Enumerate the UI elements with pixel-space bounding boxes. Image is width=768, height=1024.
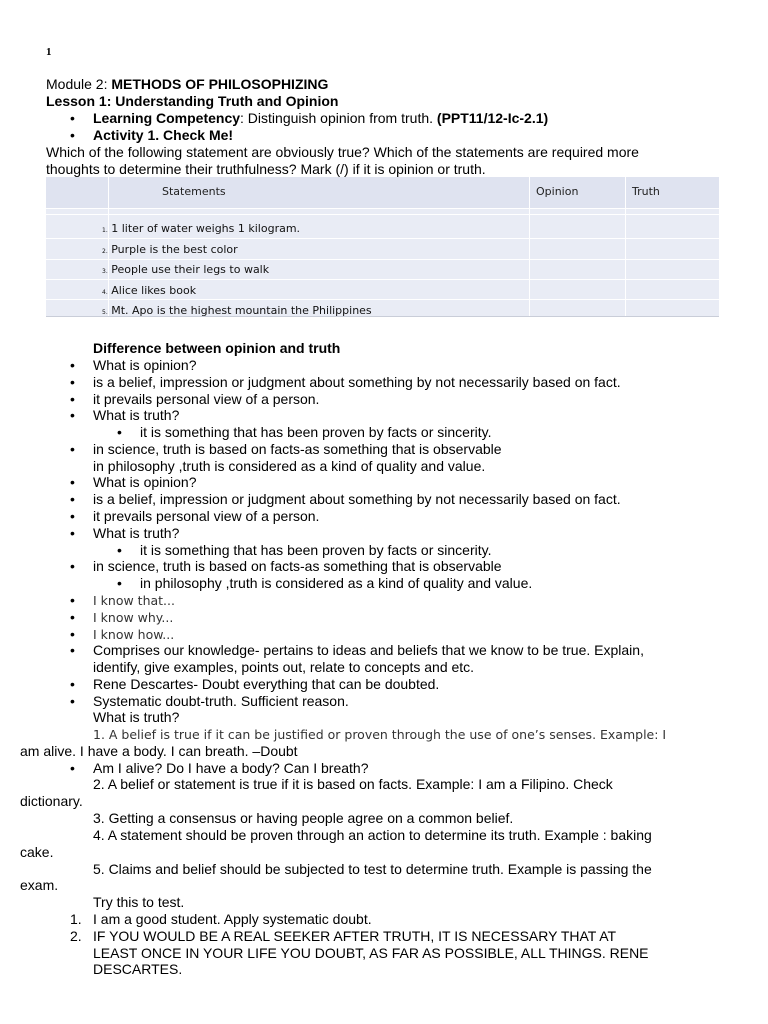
module-heading <box>46 76 328 93</box>
module-prefix: Module 2: <box>46 76 112 92</box>
activity-item <box>70 127 233 144</box>
list-item: • Rene Descartes- Doubt everything that can be doubted. <box>70 676 440 692</box>
text-line: LEAST ONCE IN YOUR LIFE YOU DOUBT, AS FAR AS POSSIBLE, ALL THINGS. RENE <box>93 945 649 961</box>
text-line: am alive. I have a body. I can breath. –Doubt <box>20 743 298 759</box>
list-item: • What is opinion? <box>70 474 197 490</box>
table-row: 3. People use their legs to walk <box>102 263 270 276</box>
list-item: • What is opinion? <box>70 357 197 373</box>
list-item: • it prevails personal view of a person. <box>70 391 320 407</box>
header-truth: Truth <box>632 185 660 198</box>
bullet: • <box>70 110 75 126</box>
list-item: • it is something that has been proven by facts or sincerity. <box>117 542 492 558</box>
table-row: 4. Alice likes book <box>102 284 197 297</box>
table-row: 1. 1 liter of water weighs 1 kilogram. <box>102 222 301 235</box>
list-item: • in science, truth is based on facts-as something that is observable <box>70 558 502 574</box>
text-line: What is truth? <box>93 709 180 725</box>
lesson-title: Lesson 1: Understanding Truth and Opinion <box>46 93 339 109</box>
list-item: • Comprises our knowledge- pertains to ideas and beliefs that we know to be true. Explain, <box>70 642 644 658</box>
list-item: • What is truth? <box>70 407 180 423</box>
text-line: 4. A statement should be proven through an action to determine its truth. Example : baking <box>93 827 652 843</box>
table-row: 2. Purple is the best color <box>102 243 238 256</box>
text-line: DESCARTES. <box>93 961 183 977</box>
instructions-line-1: Which of the following statement are obviously true? Which of the statements are required more <box>46 144 639 160</box>
list-item: • Systematic doubt-truth. Sufficient reason. <box>70 693 349 709</box>
list-item: • in science, truth is based on facts-as something that is observable <box>70 441 502 457</box>
list-item: • is a belief, impression or judgment about something by not necessarily based on fact. <box>70 374 621 390</box>
list-item: • What is truth? <box>70 525 180 541</box>
list-item: • is a belief, impression or judgment about something by not necessarily based on fact. <box>70 491 621 507</box>
module-title: METHODS OF PHILOSOPHIZING <box>111 76 329 92</box>
text-line: 3. Getting a consensus or having people agree on a common belief. <box>93 810 514 826</box>
list-item: • it is something that has been proven by facts or sincerity. <box>117 424 492 440</box>
text-line: in philosophy ,truth is considered as a kind of quality and value. <box>93 458 486 474</box>
text-line: Try this to test. <box>93 894 185 910</box>
text-line: 2. A belief or statement is true if it is based on facts. Example: I am a Filipino. Check <box>93 776 613 792</box>
competency-label: Learning Competency <box>93 110 241 126</box>
list-item: • Am I alive? Do I have a body? Can I breath? <box>70 760 369 776</box>
text-line: 1. A belief is true if it can be justified or proven through the use of one’s senses. Example: I <box>93 727 667 742</box>
table-row: 5. Mt. Apo is the highest mountain the Philippines <box>102 304 372 317</box>
list-item: • in philosophy ,truth is considered as a kind of quality and value. <box>117 575 533 591</box>
list-item: • it prevails personal view of a person. <box>70 508 320 524</box>
competency-item <box>70 110 548 127</box>
page-number: 1 <box>46 46 52 58</box>
text-line: dictionary. <box>20 793 83 809</box>
text-line: exam. <box>20 877 59 893</box>
bullet: • <box>70 127 75 143</box>
table-header-row <box>46 177 719 208</box>
activity-title: Activity 1. Check Me! <box>93 127 234 143</box>
header-statements: Statements <box>162 185 226 198</box>
text-line: identify, give examples, points out, relate to concepts and etc. <box>93 659 475 675</box>
text-line: 5. Claims and belief should be subjected to test to determine truth. Example is passing the <box>93 861 652 877</box>
instructions-line-2: thoughts to determine their truthfulness? Mark (/) if it is opinion or truth. <box>46 161 486 177</box>
section-title: Difference between opinion and truth <box>93 340 341 356</box>
list-item: • I know why... <box>70 609 174 625</box>
header-opinion: Opinion <box>536 185 579 198</box>
competency-text: : Distinguish opinion from truth. <box>240 110 437 126</box>
activity-table <box>46 177 719 317</box>
text-line: cake. <box>20 844 54 860</box>
list-item: • I know that... <box>70 592 175 608</box>
numbered-item: 1. I am a good student. Apply systematic doubt. <box>70 911 372 927</box>
competency-code: (PPT11/12-Ic-2.1) <box>436 110 549 126</box>
numbered-item: 2. IF YOU WOULD BE A REAL SEEKER AFTER TRUTH, IT IS NECESSARY THAT AT <box>70 928 617 944</box>
list-item: • I know how... <box>70 626 175 642</box>
